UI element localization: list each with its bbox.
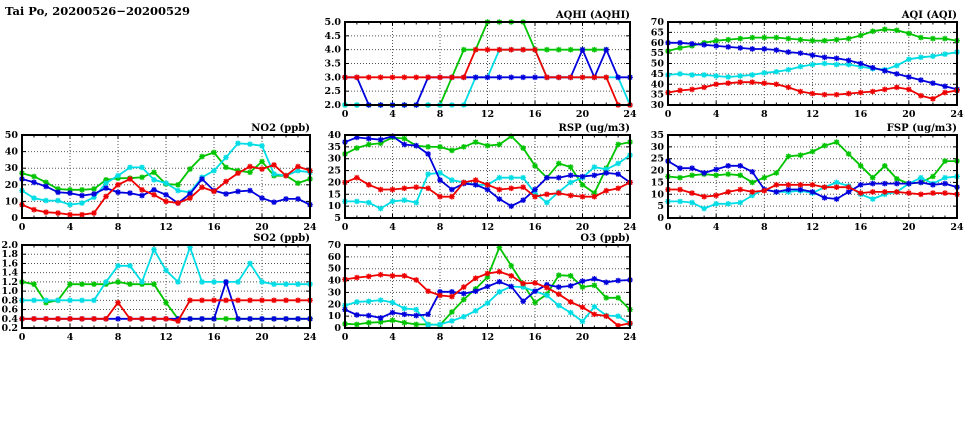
y-tick-label: 50	[650, 58, 664, 70]
x-tick-label: 24	[623, 109, 637, 120]
x-tick-label: 0	[341, 109, 349, 120]
y-tick-label: 10	[4, 196, 18, 208]
chart-aqhi	[315, 8, 644, 121]
x-tick-label: 24	[950, 222, 964, 233]
y-tick-label: 35	[650, 89, 664, 101]
chart-fsp	[638, 121, 971, 234]
y-tick-label: 4.0	[324, 44, 341, 56]
y-tick-label: 5	[334, 213, 341, 224]
y-tick-label: 1.6	[1, 258, 18, 270]
x-tick-label: 16	[528, 222, 542, 233]
x-tick-label: 4	[389, 222, 396, 233]
series-markers-cyan	[342, 152, 633, 211]
y-tick-label: 10	[327, 311, 341, 323]
y-tick-label: 20	[650, 165, 664, 177]
y-tick-label: 20	[327, 177, 341, 189]
y-tick-label: 2.5	[324, 86, 341, 98]
x-tick-label: 24	[950, 109, 964, 120]
x-tick-label: 4	[66, 332, 74, 343]
panel-title-o3: O3 (ppb)	[580, 233, 630, 244]
y-tick-label: 40	[650, 79, 664, 91]
x-tick-label: 20	[902, 222, 916, 233]
y-tick-label: 15	[650, 177, 664, 189]
panel-title-fsp: FSP (ug/m3)	[886, 123, 957, 134]
y-tick-label: 1.0	[1, 286, 18, 298]
x-tick-label: 20	[575, 109, 590, 120]
panel-o3	[315, 231, 644, 344]
x-tick-label: 0	[341, 222, 349, 233]
panel-so2	[0, 231, 324, 344]
y-tick-label: 1.8	[1, 249, 18, 261]
y-tick-label: 70	[650, 17, 664, 28]
y-tick-label: 35	[650, 130, 664, 141]
y-tick-label: 0	[11, 213, 18, 224]
y-tick-label: 40	[327, 130, 341, 141]
y-tick-label: 0.8	[1, 295, 18, 307]
x-tick-label: 0	[664, 109, 672, 120]
y-tick-label: 3.0	[324, 72, 341, 84]
y-tick-label: 35	[327, 141, 341, 153]
x-tick-label: 8	[761, 109, 768, 120]
y-tick-label: 1.2	[1, 276, 18, 288]
x-tick-label: 12	[480, 222, 495, 233]
x-tick-label: 12	[805, 109, 820, 120]
chart-no2	[0, 121, 324, 234]
x-tick-label: 12	[480, 332, 495, 343]
x-tick-label: 16	[854, 109, 868, 120]
x-tick-label: 8	[114, 332, 122, 343]
x-tick-label: 8	[114, 222, 122, 233]
x-tick-label: 12	[159, 332, 173, 343]
page-title: Tai Po, 20200526−20200529	[5, 4, 190, 18]
series-line-cyan	[22, 247, 310, 300]
x-tick-label: 24	[303, 222, 317, 233]
series-markers-green	[342, 19, 609, 108]
panel-no2	[0, 121, 324, 234]
y-tick-label: 30	[650, 141, 664, 153]
y-tick-label: 70	[327, 240, 341, 251]
y-tick-label: 20	[327, 299, 341, 311]
y-tick-label: 30	[650, 100, 664, 111]
x-tick-label: 0	[18, 332, 26, 343]
y-tick-label: 15	[327, 189, 341, 201]
panel-title-rsp: RSP (ug/m3)	[558, 123, 630, 134]
y-tick-label: 50	[4, 130, 18, 141]
panel-title-aqi: AQI (AQI)	[901, 10, 957, 21]
chart-so2	[0, 231, 324, 344]
x-tick-label: 16	[528, 332, 542, 343]
series-line-cyan	[345, 155, 630, 208]
y-tick-label: 5.0	[324, 17, 341, 28]
panel-rsp	[315, 121, 644, 234]
y-tick-label: 30	[327, 153, 341, 165]
x-tick-label: 8	[436, 222, 444, 233]
y-tick-label: 0.2	[1, 323, 18, 334]
y-tick-label: 55	[650, 48, 664, 60]
chart-aqi	[638, 8, 971, 121]
y-tick-label: 25	[650, 153, 664, 165]
x-tick-label: 0	[664, 222, 672, 233]
y-tick-label: 0	[657, 213, 664, 224]
x-tick-label: 8	[761, 222, 768, 233]
x-tick-label: 24	[623, 332, 637, 343]
y-tick-label: 0	[334, 323, 341, 334]
x-tick-label: 20	[575, 222, 590, 233]
y-tick-label: 2.0	[324, 100, 341, 111]
y-tick-label: 30	[4, 163, 18, 175]
y-tick-label: 20	[4, 179, 18, 191]
x-tick-label: 16	[207, 332, 221, 343]
x-tick-label: 4	[712, 109, 720, 120]
y-tick-label: 3.5	[324, 58, 341, 70]
y-tick-label: 0.4	[1, 313, 18, 325]
x-tick-label: 4	[389, 109, 396, 120]
y-tick-label: 1.4	[1, 267, 18, 279]
x-tick-label: 20	[255, 222, 269, 233]
panel-aqhi	[315, 8, 644, 121]
y-tick-label: 0.6	[1, 304, 18, 316]
y-tick-label: 50	[327, 263, 341, 275]
x-tick-label: 20	[255, 332, 269, 343]
x-tick-label: 16	[207, 222, 221, 233]
x-tick-label: 4	[66, 222, 74, 233]
x-tick-label: 20	[902, 109, 916, 120]
y-tick-label: 10	[650, 189, 664, 201]
y-tick-label: 60	[327, 251, 341, 263]
panel-title-aqhi: AQHI (AQHI)	[555, 10, 630, 21]
x-tick-label: 4	[712, 222, 720, 233]
y-tick-label: 45	[650, 68, 664, 80]
y-tick-label: 25	[327, 165, 341, 177]
x-tick-label: 20	[575, 332, 590, 343]
y-tick-label: 65	[650, 27, 664, 39]
x-tick-label: 12	[805, 222, 820, 233]
y-tick-label: 30	[327, 287, 341, 299]
x-tick-label: 16	[528, 109, 542, 120]
y-tick-label: 10	[327, 201, 341, 213]
x-tick-label: 16	[854, 222, 868, 233]
x-tick-label: 24	[303, 332, 317, 343]
y-tick-label: 40	[327, 275, 341, 287]
x-tick-label: 0	[18, 222, 26, 233]
chart-rsp	[315, 121, 644, 234]
y-tick-label: 2.0	[1, 240, 18, 251]
x-tick-label: 12	[480, 109, 495, 120]
panel-aqi	[638, 8, 971, 121]
x-tick-label: 8	[436, 332, 444, 343]
x-tick-label: 8	[436, 109, 444, 120]
y-tick-label: 4.5	[324, 30, 341, 42]
x-tick-label: 4	[389, 332, 396, 343]
x-tick-label: 0	[341, 332, 349, 343]
panel-fsp	[638, 121, 971, 234]
y-tick-label: 60	[650, 37, 664, 49]
y-tick-label: 40	[4, 146, 18, 158]
panel-title-no2: NO2 (ppb)	[251, 123, 310, 134]
x-tick-label: 12	[159, 222, 173, 233]
y-tick-label: 5	[657, 201, 664, 213]
x-tick-label: 24	[623, 222, 637, 233]
panel-title-so2: SO2 (ppb)	[253, 233, 310, 244]
chart-o3	[315, 231, 644, 344]
